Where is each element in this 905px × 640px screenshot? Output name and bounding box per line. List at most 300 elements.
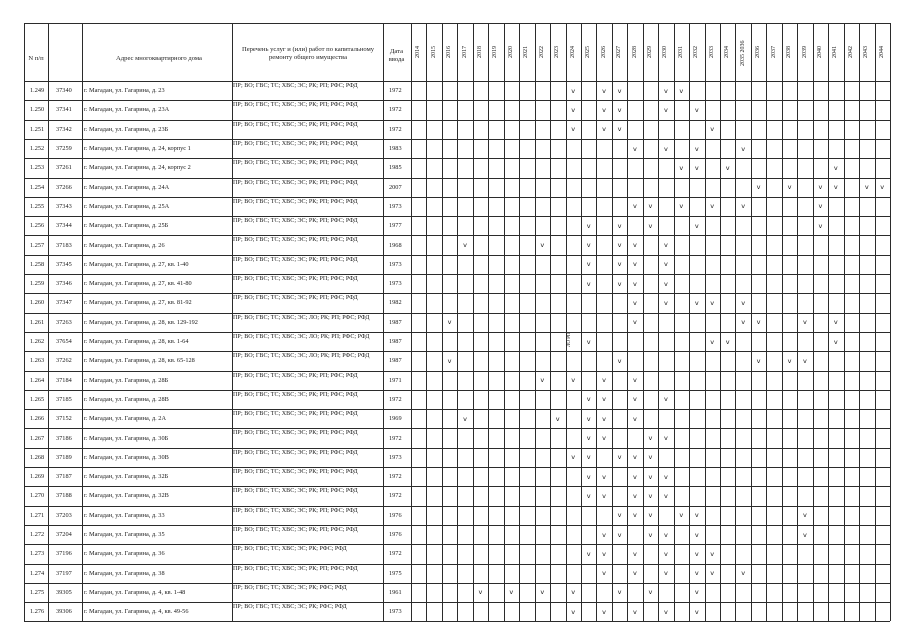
row-address: г. Магадан, ул. Гагарина, д. 26	[84, 241, 165, 249]
check-mark: v	[633, 144, 637, 153]
grid-line	[442, 23, 443, 621]
check-mark: v	[694, 569, 699, 578]
row-number: 1.254	[30, 183, 45, 191]
check-mark: v	[602, 549, 606, 558]
row-code: 37152	[56, 415, 72, 423]
check-mark: v	[741, 298, 746, 307]
row-code: 37340	[56, 87, 72, 95]
row-services: ПР; ВО; ГВС; ТС; ХВС; ЭС; РК; РП; РФС; РФД	[233, 411, 358, 418]
check-mark: v	[602, 569, 606, 578]
row-address: г. Магадан, ул. Гагарина, д. 30В	[84, 453, 169, 461]
check-mark: v	[663, 569, 668, 578]
row-address: г. Магадан, ул. Гагарина, д. 28, кв. 129-192	[84, 318, 198, 326]
grid-line	[828, 23, 829, 621]
row-code: 37204	[56, 531, 72, 539]
check-mark: v	[602, 376, 606, 385]
row-address: г. Магадан, ул. Гагарина, д. 33	[84, 511, 165, 519]
row-number: 1.275	[30, 588, 45, 596]
row-number: 1.255	[30, 202, 45, 210]
check-mark: v	[833, 163, 838, 172]
check-mark: v	[617, 105, 622, 114]
row-code: 37183	[56, 241, 72, 249]
row-address: г. Магадан, ул. Гагарина, д. 28, кв. 1-64	[84, 338, 189, 346]
check-mark: v	[663, 530, 668, 539]
check-mark: v	[663, 144, 668, 153]
check-mark: v	[447, 318, 452, 327]
row-services: ПР; ВО; ГВС; ТС; ХВС; ЭС; РК; РП; РФС; РФД	[233, 276, 358, 282]
check-mark: v	[633, 298, 637, 307]
check-mark: v	[540, 588, 545, 597]
row-code: 37203	[56, 511, 72, 519]
row-number: 1.270	[30, 492, 45, 500]
grid-line	[844, 23, 845, 621]
year-header: 2028	[631, 46, 638, 58]
check-mark: v	[756, 318, 761, 327]
check-mark: v	[679, 163, 684, 172]
row-address: г. Магадан, ул. Гагарина, д. 27, кв. 41-80	[84, 280, 192, 288]
check-mark: v	[648, 202, 653, 211]
grid-line	[383, 23, 384, 621]
row-services: ПР; ВО; ГВС; ТС; ХВС; ЭС; ЛО; РК; РП; РФС; РФД	[233, 314, 370, 321]
row-number: 1.271	[30, 511, 45, 519]
year-header: 2041	[832, 46, 839, 58]
row-services: ПР; ВО; ГВС; ТС; ХВС; ЭС; РК; РП; РФС; РФД	[233, 449, 358, 456]
row-year: 1972	[389, 550, 402, 558]
row-code: 37345	[56, 260, 72, 268]
row-number: 1.264	[30, 376, 45, 384]
check-mark: v	[633, 279, 637, 288]
row-services: ПР; ВО; ГВС; ТС; ХВС; ЭС; РК; РП; РФС; РФД	[233, 430, 358, 437]
grid-line	[766, 23, 767, 621]
check-mark: v	[586, 414, 591, 423]
check-mark: v	[617, 279, 622, 288]
grid-line	[751, 23, 752, 621]
check-mark: v	[586, 395, 591, 404]
grid-line	[24, 23, 25, 621]
row-address: г. Магадан, ул. Гагарина, д. 27, кв. 1-40	[84, 260, 189, 268]
row-number: 1.265	[30, 395, 45, 403]
check-mark: v	[602, 607, 606, 616]
row-services: ПР; ВО; ГВС; ТС; ХВС; ЭС; ЛО; РК; РП; РФС; РФД	[233, 333, 370, 340]
row-number: 1.257	[30, 241, 45, 249]
row-number: 1.276	[30, 608, 45, 616]
row-address: г. Магадан, ул. Гагарина, д. 23Б	[84, 125, 169, 133]
check-mark: v	[833, 183, 838, 192]
check-mark: v	[787, 356, 792, 365]
check-mark: v	[571, 105, 576, 114]
check-mark: v	[602, 414, 606, 423]
check-mark: v	[663, 260, 668, 269]
check-mark: v	[617, 530, 622, 539]
check-mark: v	[586, 549, 591, 558]
row-code: 37185	[56, 395, 72, 403]
row-year: 1987	[389, 357, 402, 365]
check-mark: v	[787, 183, 792, 192]
check-mark: v	[586, 260, 591, 269]
row-code: 37266	[56, 183, 72, 191]
grid-line	[705, 23, 706, 621]
check-mark: v	[617, 241, 622, 250]
check-mark: v	[694, 105, 699, 114]
row-year: 1973	[389, 202, 402, 210]
check-mark: v	[648, 453, 653, 462]
year-header: 2014	[415, 46, 422, 58]
row-number: 1.250	[30, 106, 45, 114]
check-mark: v	[571, 125, 576, 134]
grid-line	[612, 23, 613, 621]
row-year: 1971	[389, 376, 402, 384]
row-number: 1.260	[30, 299, 45, 307]
row-number: 1.253	[30, 164, 45, 172]
header-year: Дата ввода	[388, 48, 405, 63]
check-mark: v	[571, 86, 576, 95]
row-year: 1973	[389, 608, 402, 616]
check-mark: v	[602, 491, 606, 500]
grid-line	[48, 23, 49, 621]
header-number: N п/п	[28, 55, 44, 62]
year-header: 2022	[538, 46, 545, 58]
row-code: 37341	[56, 106, 72, 114]
check-mark: v	[586, 453, 591, 462]
row-code: 37262	[56, 357, 72, 365]
check-mark: v	[803, 318, 807, 327]
year-header: 2037	[770, 46, 777, 58]
check-mark: v	[633, 318, 637, 327]
year-header: 2026	[600, 46, 607, 58]
check-mark: v	[694, 530, 699, 539]
row-services: ПР; ВО; ГВС; ТС; ХВС; ЭС; РК; РП; РФС; РФД	[233, 372, 358, 379]
year-header: 2040	[816, 46, 823, 58]
grid-line	[519, 23, 520, 621]
row-number: 1.252	[30, 145, 45, 153]
check-mark: v	[463, 414, 467, 423]
row-code: 37342	[56, 125, 72, 133]
check-mark: v	[741, 144, 746, 153]
row-year: 1973	[389, 260, 402, 268]
row-address: г. Магадан, ул. Гагарина, д. 24, корпус 1	[84, 145, 191, 153]
year-header: 2036	[755, 46, 762, 58]
grid-line	[875, 23, 876, 621]
row-services: ПР; ВО; ГВС; ТС; ХВС; ЭС; РК; РП; РФС; РФД	[233, 198, 358, 205]
row-year: 1987	[389, 318, 402, 326]
row-services: ПР; ВО; ГВС; ТС; ХВС; ЭС; РК; РП; РФС; РФД	[233, 507, 358, 514]
check-mark: v	[725, 163, 730, 172]
row-number: 1.269	[30, 473, 45, 481]
year-header: 2023	[554, 46, 561, 58]
row-address: г. Магадан, ул. Гагарина, д. 30Б	[84, 434, 169, 442]
check-mark: v	[694, 511, 699, 520]
row-year: 1969	[389, 415, 402, 423]
row-code: 37343	[56, 202, 72, 210]
year-header: 2034	[724, 46, 731, 58]
check-mark: v	[741, 318, 746, 327]
check-mark: v	[478, 588, 483, 597]
check-mark: v	[633, 549, 637, 558]
year-header: 2025	[585, 46, 592, 58]
check-mark: v	[633, 511, 637, 520]
check-mark: v	[447, 356, 452, 365]
row-services: ПР; ВО; ГВС; ТС; ХВС; ЭС; РК; РП; РФС; РФД	[233, 565, 358, 572]
check-mark: v	[694, 163, 699, 172]
check-mark: v	[602, 530, 606, 539]
row-number: 1.251	[30, 125, 45, 133]
row-code: 39306	[56, 608, 72, 616]
check-mark: v	[617, 453, 622, 462]
row-services: ПР; ВО; ГВС; ТС; ХВС; ЭС; РК; РП; РФС; РФД	[233, 121, 358, 128]
check-mark: v	[710, 337, 715, 346]
check-mark: v	[818, 202, 823, 211]
check-mark: v	[540, 376, 545, 385]
header-services: Перечень услуг и (или) работ по капитальному ремонту общего имущества	[241, 46, 375, 61]
row-number: 1.249	[30, 87, 45, 95]
check-mark: v	[586, 472, 591, 481]
row-number: 1.261	[30, 318, 45, 326]
check-mark: v	[540, 241, 545, 250]
row-code: 39305	[56, 588, 72, 596]
check-mark: v	[586, 241, 591, 250]
year-header: 2029	[647, 46, 653, 58]
row-year: 1972	[389, 434, 402, 442]
grid-line	[797, 23, 798, 621]
check-mark: v	[586, 434, 591, 443]
check-mark: v	[663, 279, 668, 288]
check-mark: v	[694, 549, 699, 558]
grid-line	[426, 23, 427, 621]
check-mark: v	[880, 183, 885, 192]
row-address: г. Магадан, ул. Гагарина, д. 36	[84, 550, 165, 558]
check-mark: v	[694, 607, 699, 616]
row-number: 1.263	[30, 357, 45, 365]
check-mark: v	[803, 511, 807, 520]
row-address: г. Магадан, ул. Гагарина, д. 27, кв. 81-92	[84, 299, 192, 307]
check-mark: v	[602, 105, 606, 114]
check-mark: v	[694, 298, 699, 307]
check-mark: v	[648, 434, 653, 443]
row-year: 1987	[389, 338, 402, 346]
check-mark: v	[633, 260, 637, 269]
row-code: 37189	[56, 453, 72, 461]
row-services: ПР; ВО; ГВС; ТС; ХВС; ЭС; РК; РП; РФС; РФД	[233, 83, 358, 89]
check-mark: v	[679, 202, 684, 211]
check-mark: v	[679, 86, 684, 95]
grid-line	[813, 23, 814, 621]
row-code: 37261	[56, 164, 72, 172]
check-mark: v	[663, 395, 668, 404]
check-mark: v	[663, 86, 668, 95]
row-address: г. Магадан, ул. Гагарина, д. 38	[84, 569, 165, 577]
grid-line	[82, 23, 83, 621]
row-code: 37184	[56, 376, 72, 384]
row-year: 1983	[389, 145, 402, 153]
grid-line	[504, 23, 505, 621]
check-mark: v	[617, 125, 622, 134]
grid-line	[473, 23, 474, 621]
row-number: 1.266	[30, 415, 45, 423]
grid-line	[720, 23, 721, 621]
rotated-note: ЛО РП	[566, 332, 572, 347]
row-services: ПР; ВО; ГВС; ТС; ХВС; ЭС; РК; РП; РФС; РФД	[233, 140, 358, 147]
check-mark: v	[756, 356, 761, 365]
check-mark: v	[803, 356, 807, 365]
row-year: 1972	[389, 125, 402, 133]
check-mark: v	[710, 569, 715, 578]
row-address: г. Магадан, ул. Гагарина, д. 28В	[84, 395, 169, 403]
check-mark: v	[710, 202, 715, 211]
row-address: г. Магадан, ул. Гагарина, д. 23	[84, 87, 165, 95]
check-mark: v	[617, 260, 622, 269]
check-mark: v	[617, 221, 622, 230]
row-code: 37259	[56, 145, 72, 153]
row-number: 1.268	[30, 453, 45, 461]
year-header: 2017	[461, 46, 468, 58]
check-mark: v	[818, 183, 823, 192]
row-services: ПР; ВО; ГВС; ТС; ХВС; ЭС; РК; РП; РФС; РФД	[233, 237, 358, 244]
check-mark: v	[617, 86, 622, 95]
grid-line	[735, 23, 736, 621]
grid-line	[411, 23, 412, 621]
year-header: 2016	[446, 46, 453, 58]
check-mark: v	[694, 588, 699, 597]
check-mark: v	[663, 241, 668, 250]
grid-line	[566, 23, 567, 621]
row-code: 37197	[56, 569, 72, 577]
check-mark: v	[803, 530, 807, 539]
check-mark: v	[617, 511, 622, 520]
row-year: 1972	[389, 106, 402, 114]
row-address: г. Магадан, ул. Гагарина, д. 32В	[84, 492, 169, 500]
check-mark: v	[617, 588, 622, 597]
row-address: г. Магадан, ул. Гагарина, д. 4, кв. 49-56	[84, 608, 189, 616]
row-services: ПР; ВО; ГВС; ТС; ХВС; ЭС; РК; РП; РФС; РФД	[233, 256, 358, 263]
grid-line	[890, 23, 891, 621]
grid-line	[581, 23, 582, 621]
check-mark: v	[694, 221, 699, 230]
row-code: 37654	[56, 338, 72, 346]
row-code: 37186	[56, 434, 72, 442]
row-year: 1975	[389, 569, 402, 577]
check-mark: v	[833, 337, 838, 346]
year-header: 2044	[878, 46, 885, 58]
check-mark: v	[586, 279, 591, 288]
row-number: 1.258	[30, 260, 45, 268]
row-services: ПР; ВО; ГВС; ТС; ХВС; ЭС; РК; РП; РФС; РФД	[233, 179, 358, 186]
row-services: ПР; ВО; ГВС; ТС; ХВС; ЭС; РК; РФС; РФД	[233, 604, 347, 611]
year-header: 2043	[863, 46, 870, 58]
check-mark: v	[694, 144, 699, 153]
row-year: 1968	[389, 241, 402, 249]
check-mark: v	[602, 125, 606, 134]
row-address: г. Магадан, ул. Гагарина, д. 24, корпус 2	[84, 164, 191, 172]
row-number: 1.259	[30, 280, 45, 288]
row-year: 1972	[389, 395, 402, 403]
row-code: 37196	[56, 550, 72, 558]
check-mark: v	[463, 241, 467, 250]
check-mark: v	[571, 376, 576, 385]
row-number: 1.272	[30, 531, 45, 539]
year-header: 2039	[801, 46, 808, 58]
year-header: 2015	[430, 46, 437, 58]
grid-line	[488, 23, 489, 621]
check-mark: v	[663, 105, 668, 114]
check-mark: v	[571, 453, 576, 462]
check-mark: v	[633, 202, 637, 211]
year-header: 2024	[569, 46, 576, 58]
grid-line	[457, 23, 458, 621]
year-header: 2027	[616, 46, 623, 58]
row-services: ПР; ВО; ГВС; ТС; ХВС; ЭС; РК; РП; РФС; РФД	[233, 469, 358, 475]
row-year: 1976	[389, 531, 402, 539]
row-address: г. Магадан, ул. Гагарина, д. 32Б	[84, 473, 169, 481]
check-mark: v	[633, 414, 637, 423]
year-header: 2030	[662, 46, 669, 58]
check-mark: v	[633, 453, 637, 462]
row-address: г. Магадан, ул. Гагарина, д. 24А	[84, 183, 170, 191]
year-header: 2020	[507, 46, 514, 58]
row-code: 37188	[56, 492, 72, 500]
grid-line	[535, 23, 536, 621]
check-mark: v	[602, 86, 606, 95]
check-mark: v	[648, 472, 653, 481]
row-year: 1961	[389, 588, 402, 596]
row-address: г. Магадан, ул. Гагарина, д. 25Б	[84, 222, 169, 230]
check-mark: v	[833, 318, 838, 327]
grid-line	[596, 23, 597, 621]
row-address: г. Магадан, ул. Гагарина, д. 25А	[84, 202, 170, 210]
check-mark: v	[602, 395, 606, 404]
row-services: ПР; ВО; ГВС; ТС; ХВС; ЭС; РК; РП; РФС; РФД	[233, 102, 358, 109]
year-header: 2032	[693, 46, 700, 58]
row-address: г. Магадан, ул. Гагарина, д. 2А	[84, 415, 167, 423]
row-number: 1.256	[30, 222, 45, 230]
year-header: 2019	[492, 46, 499, 58]
check-mark: v	[586, 491, 591, 500]
check-mark: v	[710, 298, 715, 307]
row-number: 1.267	[30, 434, 45, 442]
row-code: 37344	[56, 222, 72, 230]
grid-line	[859, 23, 860, 621]
year-header: 2033	[708, 46, 715, 58]
grid-line	[627, 23, 628, 621]
check-mark: v	[633, 607, 637, 616]
check-mark: v	[864, 183, 869, 192]
check-mark: v	[633, 472, 637, 481]
row-services: ПР; ВО; ГВС; ТС; ХВС; ЭС; РК; РФС; РФД	[233, 546, 347, 553]
check-mark: v	[741, 569, 746, 578]
check-mark: v	[663, 549, 668, 558]
check-mark: v	[663, 434, 668, 443]
check-mark: v	[741, 202, 746, 211]
row-number: 1.273	[30, 550, 45, 558]
row-services: ПР; ВО; ГВС; ТС; ХВС; ЭС; ЛО; РК; РП; РФС; РФД	[233, 353, 370, 360]
check-mark: v	[571, 588, 576, 597]
check-mark: v	[602, 472, 606, 481]
grid-line	[643, 23, 644, 621]
check-mark: v	[710, 549, 715, 558]
row-services: ПР; ВО; ГВС; ТС; ХВС; ЭС; РК; РП; РФС; РФД	[233, 295, 358, 302]
row-year: 1972	[389, 87, 402, 95]
check-mark: v	[633, 569, 637, 578]
check-mark: v	[555, 414, 560, 423]
row-number: 1.274	[30, 569, 45, 577]
check-mark: v	[586, 337, 591, 346]
grid-line	[782, 23, 783, 621]
check-mark: v	[710, 125, 715, 134]
check-mark: v	[617, 356, 622, 365]
check-mark: v	[756, 183, 761, 192]
check-mark: v	[602, 434, 606, 443]
check-mark: v	[571, 607, 576, 616]
row-services: ПР; ВО; ГВС; ТС; ХВС; ЭС; РК; РФС; РФД	[233, 584, 347, 591]
